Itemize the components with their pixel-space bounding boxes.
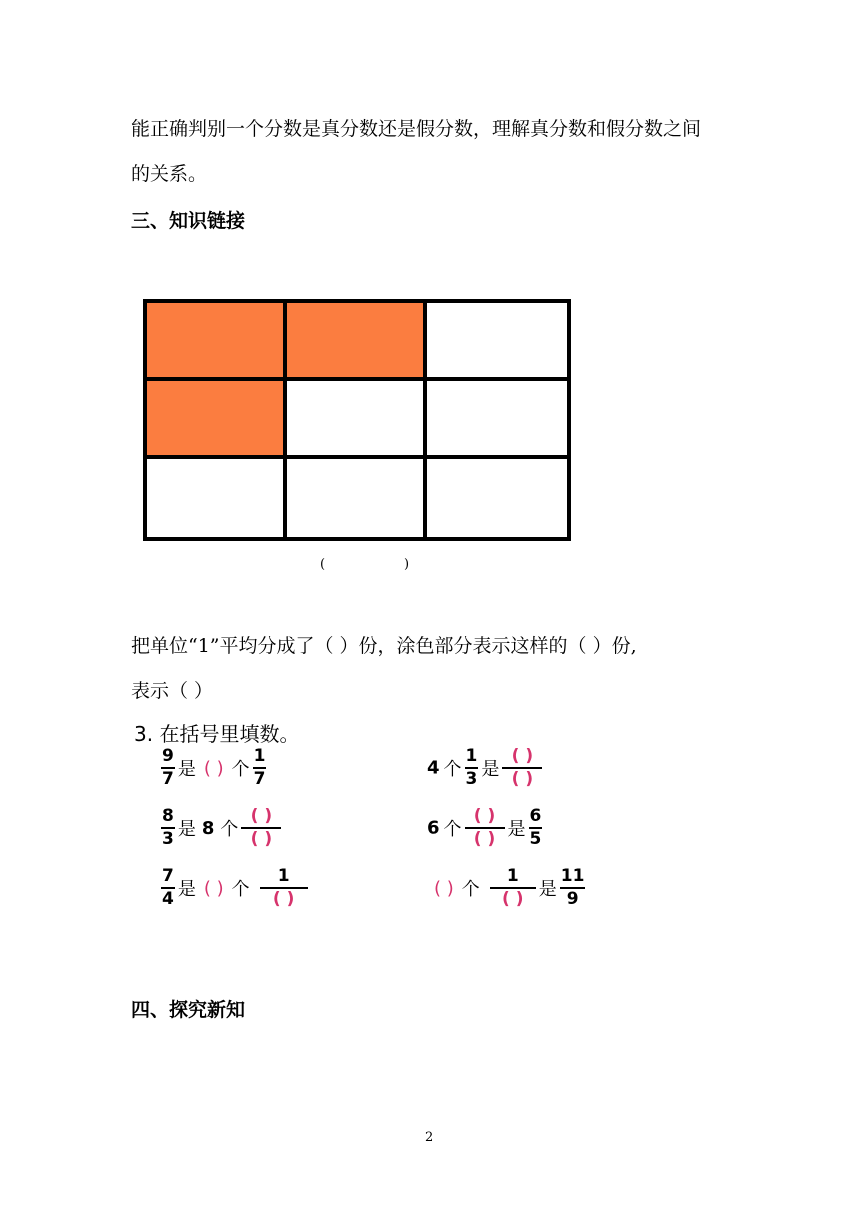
answer-fraction[interactable]: $\frac{( )}{( )}$ [241,808,281,848]
answer-fraction[interactable]: $\frac{( )}{( )}$ [502,748,542,788]
fraction: $\frac{6}{5}$ [529,806,542,849]
fraction: $\frac{7}{4}$ [162,866,174,909]
fraction: $\frac{1}{7}$ [253,746,266,789]
question-line-1: 把单位“1”平均分成了（ ）份，涂色部分表示这样的（ ）份, [131,635,637,657]
grid-cell-shaded [147,303,287,381]
exercise-item-3: $\frac{8}{3}$ 是 8 个 $\frac{( )}{( )}$ [158,808,284,848]
grid-cell-shaded [287,303,427,381]
caption-paren-right: ) [404,557,410,572]
fraction-grid [143,299,571,541]
caption-paren-left: ( [320,557,326,572]
grid-cell [147,459,287,537]
exercise-item-4: 6 个 $\frac{( )}{( )}$ 是 $\frac{6}{5}$ [427,806,542,849]
answer-fraction[interactable]: $\frac{( )}{( )}$ [465,808,505,848]
section-4-heading: 四、探究新知 [131,999,246,1021]
grid-cell [287,459,427,537]
section-3-heading: 三、知识链接 [131,210,246,232]
answer-blank[interactable]: ( ) [203,877,224,899]
exercise-item-6: ( ) 个 $\frac{1}{( )}$ 是 $\frac{11}{9}$ [434,866,585,909]
fraction: $\frac{8}{3}$ [162,806,174,849]
grid-cell [427,303,567,381]
grid-cell [287,381,427,459]
exercise-title: 3. 在括号里填数。 [134,722,300,746]
fraction: $\frac{1}{3}$ [465,746,478,789]
answer-fraction[interactable]: $\frac{1}{( )}$ [490,868,536,908]
intro-line-2: 的关系。 [131,163,208,185]
exercise-item-1: $\frac{9}{7}$ 是 ( ) 个 $\frac{1}{7}$ [162,746,266,789]
answer-blank[interactable]: ( ) [434,877,454,899]
grid-cell [427,381,567,459]
page-number: 2 [425,1130,434,1145]
intro-line-1: 能正确判别一个分数是真分数还是假分数，理解真分数和假分数之间 [131,118,702,140]
exercise-item-2: 4 个 $\frac{1}{3}$ 是 $\frac{( )}{( )}$ [427,748,545,788]
question-line-2: 表示（ ） [131,680,214,702]
grid-cell [427,459,567,537]
answer-fraction[interactable]: $\frac{1}{( )}$ [260,868,308,908]
fraction: $\frac{11}{9}$ [560,866,585,909]
fraction: $\frac{9}{7}$ [162,746,174,789]
answer-blank[interactable]: ( ) [203,757,224,779]
exercise-item-5: $\frac{7}{4}$ 是 ( ) 个 $\frac{1}{( )}$ [158,868,311,908]
grid-cell-shaded [147,381,287,459]
